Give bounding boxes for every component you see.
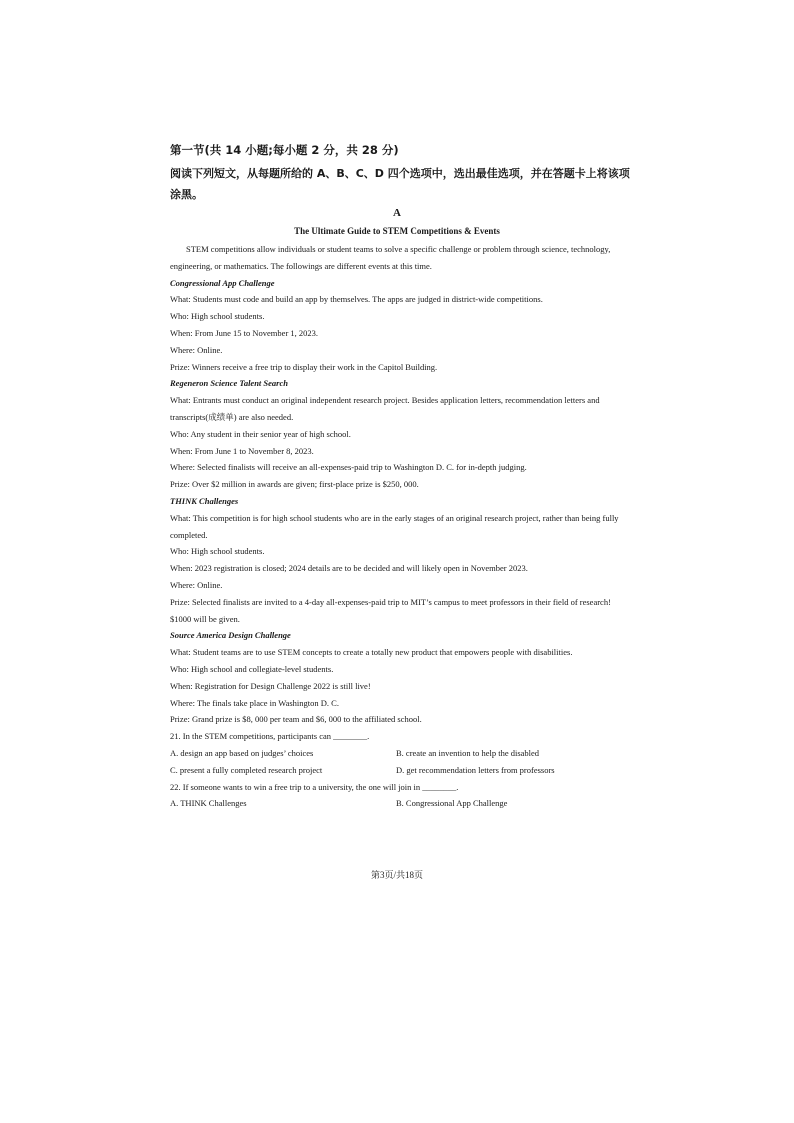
event-when: When: From June 15 to November 1, 2023. [170, 327, 319, 338]
question-options-row [170, 762, 625, 779]
passage-title: The Ultimate Guide to STEM Competitions & Events [294, 226, 500, 236]
event-who: Who: High school students. [170, 546, 265, 557]
option-c: C. present a fully completed research project [170, 764, 323, 775]
event-who: Who: High school students. [170, 311, 265, 322]
option-b: B. create an invention to help the disabled [396, 747, 540, 758]
question-options-row [170, 795, 625, 812]
event-who: Who: High school and collegiate-level students. [170, 663, 334, 674]
event-where: Where: Online. [170, 344, 223, 355]
event-who: Who: Any student in their senior year of high school. [170, 428, 351, 439]
event-prize: Prize: Winners receive a free trip to display their work in the Capitol Building. [170, 361, 438, 372]
instruction: 阅读下列短文，从每题所给的 A、B、C、D 四个选项中，选出最佳选项，并在答题卡上将该项涂黑。 [170, 167, 630, 201]
event-when: When: From June 1 to November 8, 2023. [170, 445, 314, 456]
question-stem: 22. If someone wants to win a free trip to a university, the one will join in ________. [170, 781, 459, 792]
passage-body [170, 241, 625, 812]
event-prize: Prize: Grand prize is $8, 000 per team and $6, 000 to the affiliated school. [170, 714, 422, 725]
option-d: D. get recommendation letters from professors [396, 764, 555, 775]
question-options-row [170, 745, 625, 762]
passage-label: A [393, 207, 401, 219]
option-b: B. Congressional App Challenge [396, 798, 508, 809]
event-name: Source America Design Challenge [170, 630, 291, 641]
option-a: A. THINK Challenges [170, 798, 247, 809]
event-name: Congressional App Challenge [170, 277, 275, 288]
event-what: What: Students must code and build an app by themselves. The apps are judged in district-wide competitions. [170, 294, 543, 305]
event-where: Where: Online. [170, 579, 223, 590]
event-where: Where: Selected finalists will receive an all-expenses-paid trip to Washington D. C. for in-depth judging. [170, 462, 527, 473]
event-name: THINK Challenges [170, 495, 239, 506]
event-what: What: Entrants must conduct an original independent research project. Besides application letters, recommendation letters and transcripts(成绩单) are also needed. [170, 395, 600, 422]
event-what: What: Student teams are to use STEM concepts to create a totally new product that empowers people with disabilities. [170, 647, 573, 658]
page-footer: 第3页/共18页 [370, 870, 423, 880]
event-when: When: Registration for Design Challenge 2022 is still live! [170, 680, 371, 691]
event-what: What: This competition is for high school students who are in the early stages of an original research project, rather than being fully completed. [170, 512, 619, 540]
event-where: Where: The finals take place in Washington D. C. [170, 697, 339, 708]
option-a: A. design an app based on judges’ choices [170, 747, 314, 758]
event-name: Regeneron Science Talent Search [170, 378, 288, 389]
intro-paragraph: STEM competitions allow individuals or student teams to solve a specific challenge or problem through science, technology, engineering, or mathematics. The followings are different events at this time. [170, 244, 611, 271]
event-prize: Prize: Selected finalists are invited to a 4-day all-expenses-paid trip to MIT’s campus to meet professors in their field of research! $1000 will be given. [170, 596, 611, 624]
event-prize: Prize: Over $2 million in awards are given; first-place prize is $250, 000. [170, 479, 419, 490]
section-heading: 第一节(共 14 小题;每小题 2 分，共 28 分) [170, 143, 399, 157]
question-stem: 21. In the STEM competitions, participants can ________. [170, 731, 370, 742]
event-when: When: 2023 registration is closed; 2024 details are to be decided and will likely open in November 2023. [170, 563, 528, 574]
